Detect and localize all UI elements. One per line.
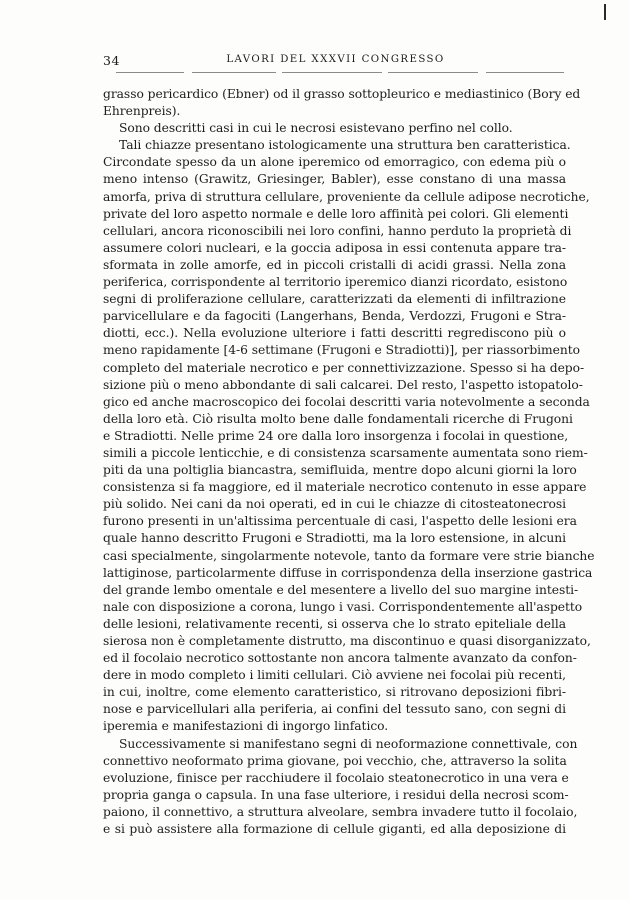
running-title: LAVORI DEL XXXVII CONGRESSO	[226, 54, 445, 65]
text-line: segni di proliferazione cellulare, caratterizzati da elementi di infiltrazione	[103, 292, 566, 307]
text-line: in cui, inoltre, come elemento caratteristico, si ritrovano deposizioni fibri-	[103, 685, 566, 700]
text-line: sierosa non è completamente distrutto, ma discontinuo e quasi disorganizzato,	[103, 634, 591, 648]
text-line: nale con disposizione a corona, lungo i vasi. Corrispondentemente all'aspetto	[103, 599, 583, 614]
text-line: della loro età. Ciò risulta molto bene dalle fondamentali ricerche di Frugoni	[103, 411, 573, 426]
scan-edge-mark	[604, 4, 606, 20]
text-line: e si può assistere alla formazione di cellule giganti, ed alla deposizione di	[103, 822, 566, 837]
text-line: Ehrenpreis).	[103, 104, 181, 119]
text-line: paiono, il connettivo, a struttura alveolare, sembra invadere tutto il focolaio,	[103, 804, 578, 819]
text-line: furono presenti in un'altissima percentuale di casi, l'aspetto delle lesioni era	[103, 514, 577, 529]
text-line: quale hanno descritto Frugoni e Stradiotti, ma la loro estensione, in alcuni	[103, 531, 566, 546]
text-line: Tali chiazze presentano istologicamente una struttura ben caratteristica.	[119, 138, 571, 153]
page-header	[103, 53, 568, 69]
text-line: cellulari, ancora riconoscibili nei loro confini, hanno perduto la proprietà di	[103, 223, 572, 238]
body-text	[103, 86, 595, 838]
header-rule	[116, 72, 184, 73]
text-line: sizione più o meno abbondante di sali calcarei. Del resto, l'aspetto istopatolo-	[103, 377, 583, 392]
text-line: casi specialmente, singolarmente notevole, tanto da formare vere strie bianche	[103, 548, 595, 563]
text-line: evoluzione, finisce per racchiudere il focolaio steatonecrotico in una vera e	[103, 770, 569, 785]
text-line: delle lesioni, relativamente recenti, si osserva che lo strato epiteliale della	[103, 616, 566, 631]
text-line: dere in modo completo i limiti cellulari. Ciò avviene nei focolai più recenti,	[103, 668, 566, 683]
text-line: private del loro aspetto normale e delle loro affinità pei colori. Gli elementi	[103, 206, 569, 221]
text-line: meno rapidamente [4-6 settimane (Frugoni e Stradiotti)], per riassorbimento	[103, 343, 580, 358]
header-rule	[192, 72, 276, 73]
text-line: assumere colori nucleari, e la goccia adiposa in essi contenuta appare tra-	[103, 240, 566, 255]
text-line: sformata in zolle amorfe, ed in piccoli cristalli di acidi grassi. Nella zona	[103, 257, 566, 272]
text-line: consistenza si fa maggiore, ed il materiale necrotico contenuto in esse appare	[103, 480, 587, 495]
text-line: gico ed anche macroscopico dei focolai descritti varia notevolmente a seconda	[103, 394, 590, 409]
text-line: meno intenso (Grawitz, Griesinger, Babler), esse constano di una massa	[103, 172, 566, 187]
text-line: propria ganga o capsula. In una fase ulteriore, i residui della necrosi scom-	[103, 787, 569, 802]
text-line: parvicellulare e da fagociti (Langerhans, Benda, Verdozzi, Frugoni e Stra-	[103, 309, 566, 324]
text-line: grasso pericardico (Ebner) od il grasso sottopleurico e mediastinico (Bory ed	[103, 87, 581, 101]
text-line: e Stradiotti. Nelle prime 24 ore dalla loro insorgenza i focolai in questione,	[103, 428, 569, 443]
text-line: più solido. Nei cani da noi operati, ed in cui le chiazze di citosteatonecrosi	[103, 497, 566, 512]
text-line: ed il focolaio necrotico sottostante non ancora talmente avanzato da confon-	[103, 651, 577, 666]
text-line: iperemia e manifestazioni di ingorgo linfatico.	[103, 719, 389, 734]
text-line: periferica, corrispondente al territorio iperemico dianzi ricordato, esistono	[103, 275, 568, 290]
page-number: 34	[103, 53, 120, 68]
text-line: Sono descritti casi in cui le necrosi esistevano perfino nel collo.	[119, 121, 513, 136]
header-rule	[486, 72, 564, 73]
text-line: Circondate spesso da un alone iperemico od emorragico, con edema più o	[103, 155, 566, 170]
text-line: completo del materiale necrotico e per connettivizzazione. Spesso si ha depo-	[103, 360, 585, 375]
header-rule	[282, 72, 382, 73]
text-line: amorfa, priva di struttura cellulare, proveniente da cellule adipose necrotiche,	[103, 189, 590, 204]
text-line: Successivamente si manifestano segni di neoformazione connettivale, con	[119, 736, 578, 751]
text-line: simili a piccole lenticchie, e di consistenza scarsamente aumentata sono riem-	[103, 445, 588, 460]
text-line: piti da una poltiglia biancastra, semifluida, mentre dopo alcuni giorni la loro	[103, 463, 577, 478]
text-line: del grande lembo omentale e del mesentere a livello del suo margine intesti-	[103, 582, 579, 597]
header-rule	[388, 72, 478, 73]
text-line: diotti, ecc.). Nella evoluzione ulteriore i fatti descritti regrediscono più o	[103, 326, 566, 341]
text-line: connettivo neoformato prima giovane, poi vecchio, che, attraverso la solita	[103, 753, 567, 768]
text-line: lattiginose, particolarmente diffuse in corrispondenza della inserzione gastrica	[103, 565, 593, 580]
text-line: nose e parvicellulari alla periferia, ai confini del tessuto sano, con segni di	[103, 702, 566, 717]
